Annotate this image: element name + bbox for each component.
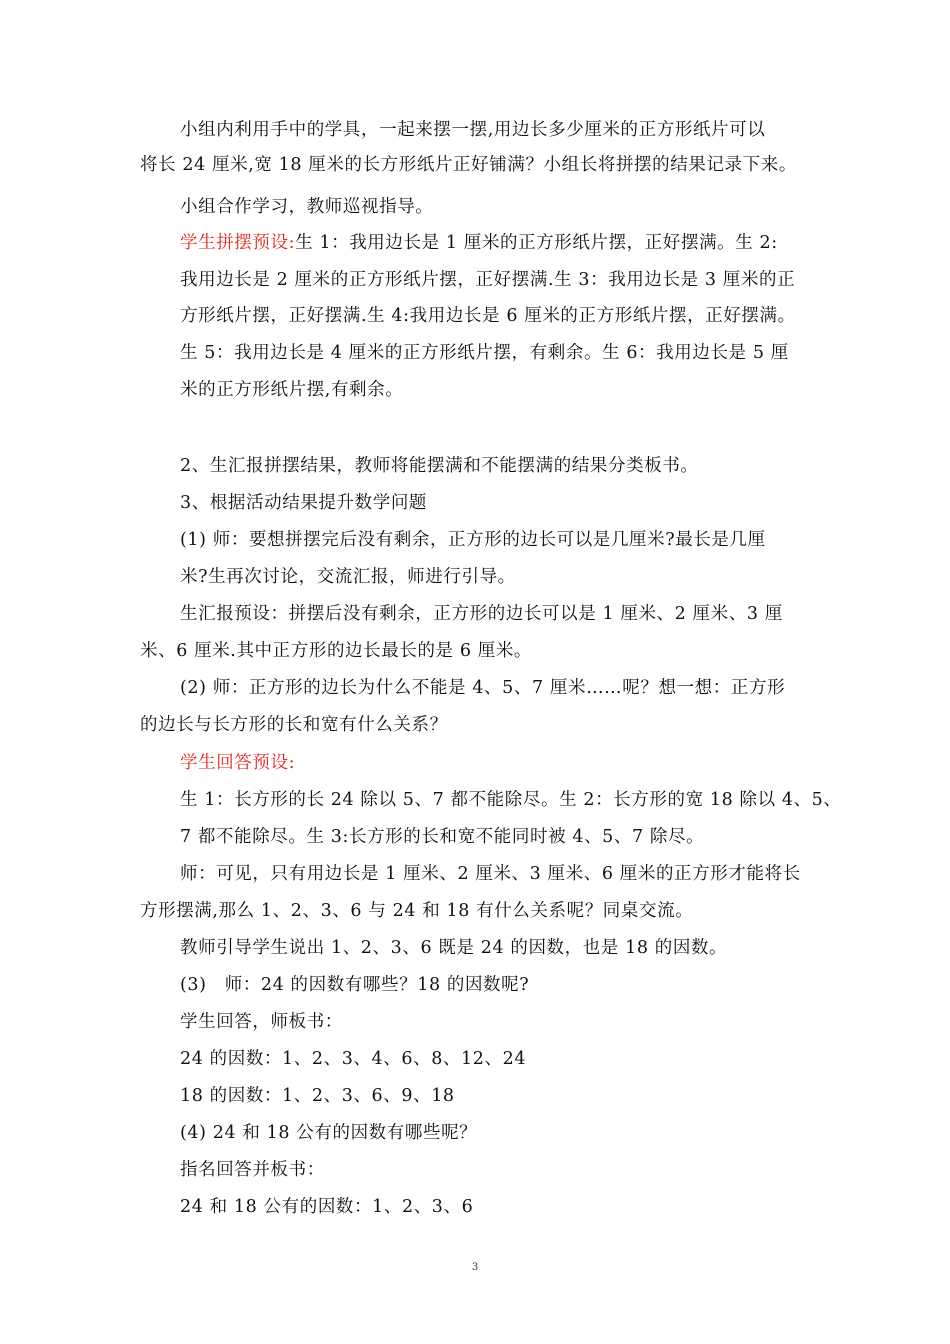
paragraph-line: 生汇报预设：拼摆后没有剩余，正方形的边长可以是 1 厘米、2 厘米、3 厘 [180, 604, 783, 624]
highlight-label: 学生拼摆预设: [180, 233, 296, 253]
paragraph-line: 18 的因数：1、2、3、6、9、18 [180, 1086, 455, 1106]
page-number: 3 [471, 1262, 479, 1273]
paragraph-line [180, 231, 778, 255]
paragraph-line: 米、6 厘米.其中正方形的边长最长的是 6 厘米。 [140, 641, 533, 661]
paragraph-line: 指名回答并板书： [180, 1160, 325, 1180]
paragraph-line: 方形纸片摆，正好摆满.生 4:我用边长是 6 厘米的正方形纸片摆，正好摆满。 [180, 306, 796, 326]
highlight-label: 学生回答预设: [180, 753, 296, 773]
paragraph-line: 学生回答，师板书： [180, 1012, 343, 1032]
paragraph-line: 生 5：我用边长是 4 厘米的正方形纸片摆，有剩余。生 6：我用边长是 5 厘 [180, 343, 789, 363]
paragraph-line: 7 都不能除尽。生 3:长方形的长和宽不能同时被 4、5、7 除尽。 [180, 827, 705, 847]
paragraph-line: (2) 师：正方形的边长为什么不能是 4、5、7 厘米……呢？想一想：正方形 [180, 678, 786, 698]
paragraph-line: 米?生再次讨论，交流汇报，师进行引导。 [180, 567, 516, 587]
paragraph-line: 小组内利用手中的学具，一起来摆一摆,用边长多少厘米的正方形纸片可以 [180, 120, 766, 140]
paragraph-line: 3、根据活动结果提升数学问题 [180, 493, 428, 513]
paragraph-line: (1) 师：要想拼摆完后没有剩余，正方形的边长可以是几厘米?最长是几厘 [180, 530, 766, 550]
paragraph-line: (3) 师：24 的因数有哪些？18 的因数呢? [180, 975, 530, 995]
paragraph-line: 师：可见，只有用边长是 1 厘米、2 厘米、3 厘米、6 厘米的正方形才能将长 [180, 864, 801, 884]
paragraph-line: 生 1：长方形的长 24 除以 5、7 都不能除尽。生 2：长方形的宽 18 除以 4、5、 [180, 790, 842, 810]
paragraph-line: 24 的因数：1、2、3、4、6、8、12、24 [180, 1049, 527, 1069]
paragraph-line: 教师引导学生说出 1、2、3、6 既是 24 的因数，也是 18 的因数。 [180, 938, 728, 958]
paragraph-line: (4) 24 和 18 公有的因数有哪些呢？ [180, 1123, 478, 1143]
paragraph-text: 生 1：我用边长是 1 厘米的正方形纸片摆，正好摆满。生 2: [295, 233, 778, 253]
paragraph-line: 我用边长是 2 厘米的正方形纸片摆，正好摆满.生 3：我用边长是 3 厘米的正 [180, 270, 796, 290]
paragraph-line: 米的正方形纸片摆,有剩余。 [180, 380, 404, 400]
paragraph-line: 方形摆满,那么 1、2、3、6 与 24 和 18 有什么关系呢？同桌交流。 [140, 901, 694, 921]
paragraph-line: 将长 24 厘米,宽 18 厘米的长方形纸片正好铺满？小组长将拼摆的结果记录下来。 [140, 155, 797, 175]
paragraph-line: 小组合作学习，教师巡视指导。 [180, 197, 434, 217]
paragraph-line: 2、生汇报拼摆结果，教师将能摆满和不能摆满的结果分类板书。 [180, 456, 699, 476]
paragraph-line: 的边长与长方形的长和宽有什么关系？ [140, 715, 448, 735]
paragraph-line: 24 和 18 公有的因数：1、2、3、6 [180, 1197, 474, 1217]
